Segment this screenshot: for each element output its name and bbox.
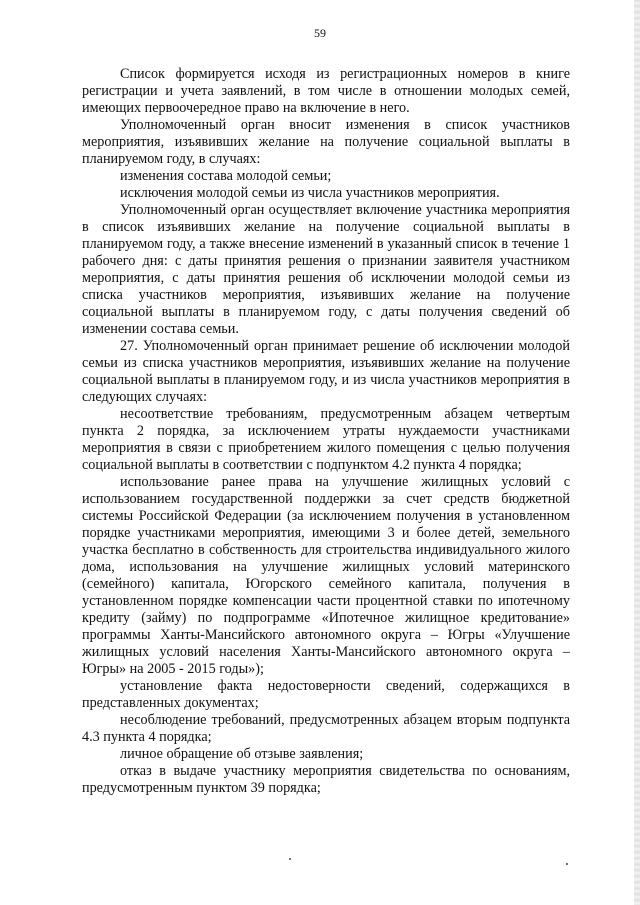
scan-border [634,0,640,905]
paragraph-false-information: установление факта недостоверности сведений, содержащихся в представленных документах; [82,678,570,711]
paragraph-inclusion-procedure: Уполномоченный орган осуществляет включение участника мероприятия в список изъявивших желание на получение социальной выплаты в планируемом году, а также внесение изменений в указанный список в течение 1 рабочего дня: с даты принятия решения о признании заявителя участником мероприятия, с даты принятия решения об исключении молодой семьи из списка участников мероприятия, изъявивших желание на получение социальной выплаты в планируемом году, с даты получения сведений об изменении состава семьи. [82,202,570,337]
paragraph-prior-right-used: использование ранее права на улучшение жилищных условий с использованием государственной поддержки за счет средств бюджетной системы Российской Федерации (за исключением получения в установленном порядке участниками мероприятия, имеющими 3 и более детей, земельного участка бесплатно в собственность для строительства индивидуального жилого дома, использования на улучшение жилищных условий материнского (семейного) капитала, Югорского семейного капитала, получения в установленном порядке компенсации части процентной ставки по ипотечному кредиту (займу) по подпрограмме «Ипотечное жилищное кредитование» программы Ханты-Мансийского автономного округа – Югры «Улучшение жилищных условий населения Ханты-Мансийского автономного округа – Югры» на 2005 - 2015 годы»); [82,474,570,677]
paragraph-case-exclusion: исключения молодой семьи из числа участников мероприятия. [120,185,500,201]
paragraph-requirements-violation: несоблюдение требований, предусмотренных абзацем вторым подпункта 4.3 пункта 4 порядка; [82,712,570,745]
page-number: 59 [314,26,326,40]
paragraph-certificate-refusal: отказ в выдаче участнику мероприятия свидетельства по основаниям, предусмотренным пунктом 39 порядка; [82,763,570,796]
document-body [82,66,570,797]
paragraph-withdrawal: личное обращение об отзыве заявления; [120,746,364,762]
paragraph-noncompliance: несоответствие требованиям, предусмотренным абзацем четвертым пункта 2 порядка, за исключением утраты нуждаемости участниками мероприятия в связи с приобретением жилого помещения с целью получения социальной выплаты в соответствии с подпунктом 4.2 пункта 4 порядка; [82,406,570,473]
paragraph-clause-27: 27. Уполномоченный орган принимает решение об исключении молодой семьи из списка участников мероприятия, изъявивших желание на получение социальной выплаты в планируемом году, и из числа участников мероприятия в следующих случаях: [82,338,570,405]
paragraph-case-family-change: изменения состава молодой семьи; [120,168,332,184]
paragraph-list-formation: Список формируется исходя из регистрационных номеров в книге регистрации и учета заявлений, в том числе в отношении молодых семей, имеющих первоочередное право на включение в него. [82,66,570,116]
scan-speck [566,863,568,865]
scan-speck [289,858,291,860]
paragraph-changes-intro: Уполномоченный орган вносит изменения в список участников мероприятия, изъявивших желание на получение социальной выплаты в планируемом году, в случаях: [82,117,570,167]
